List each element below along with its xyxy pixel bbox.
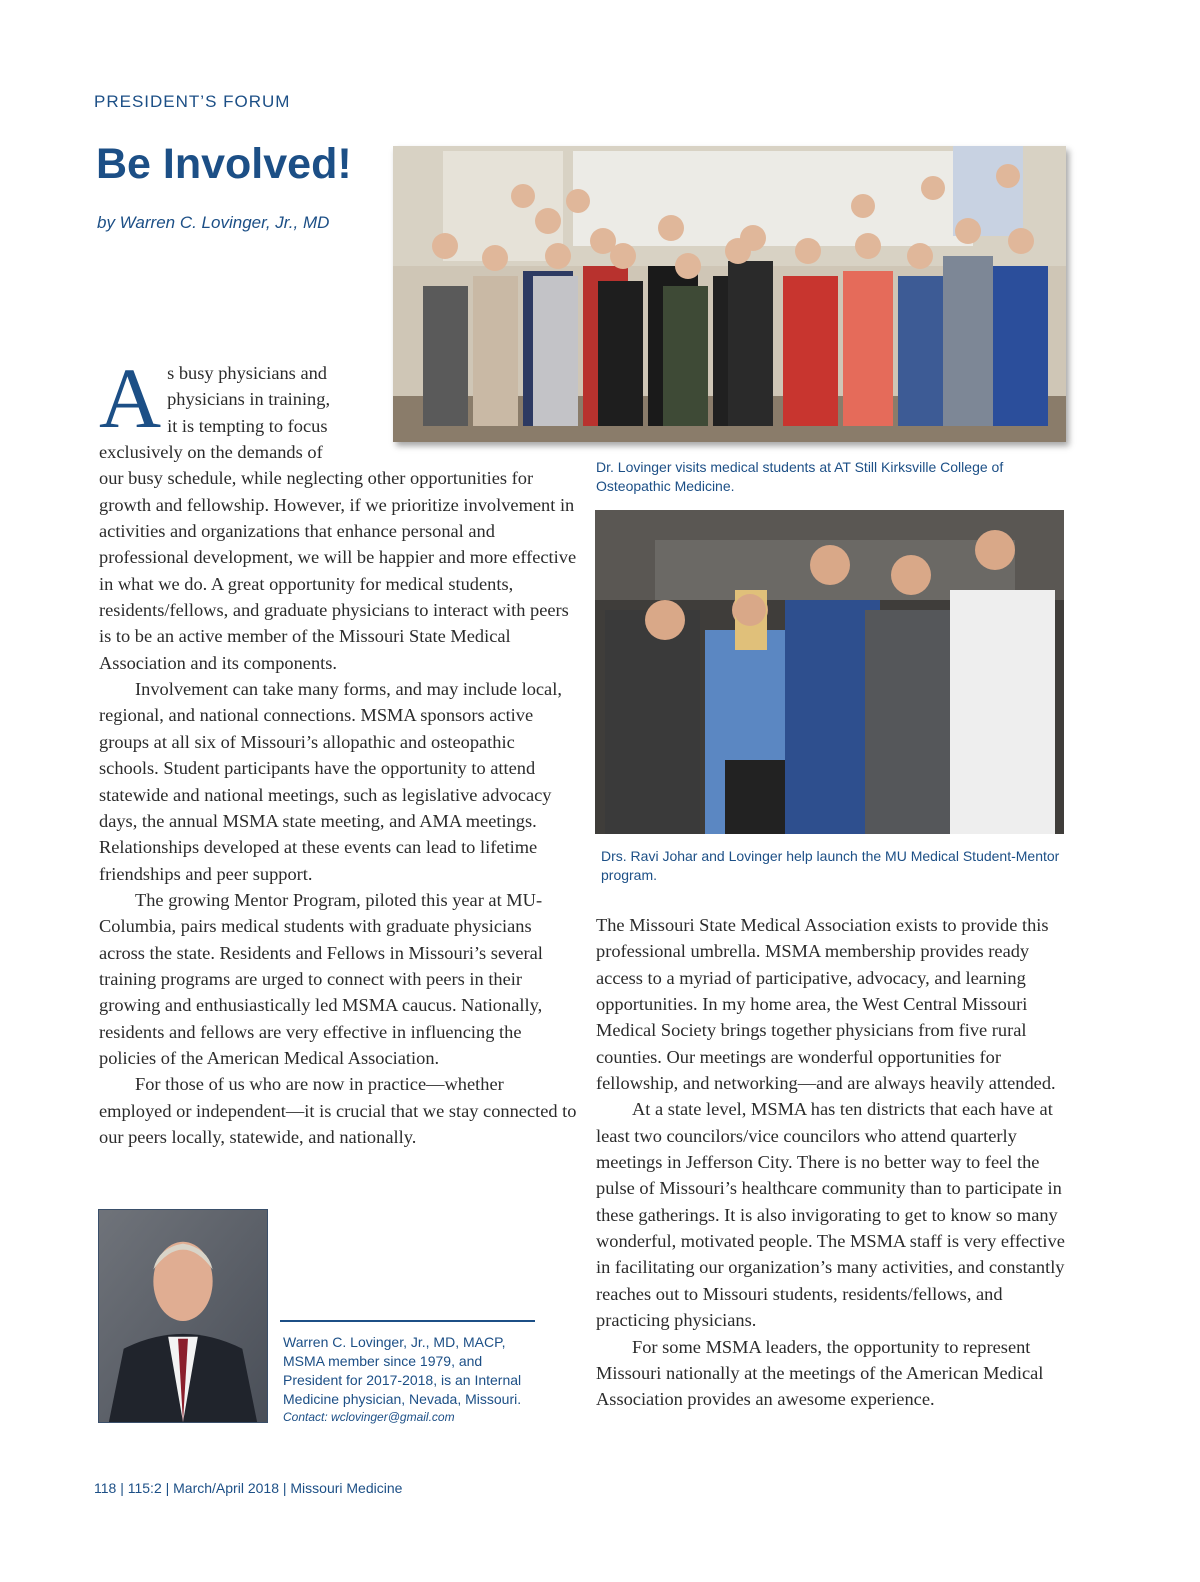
- author-bio-text: Warren C. Lovinger, Jr., MD, MACP, MSMA member since 1979, and President for 2017-2018, is an Internal Medicine physician, Nevada, Missouri.: [283, 1334, 522, 1407]
- drop-cap: A: [99, 350, 162, 446]
- mentor-photo-caption: Drs. Ravi Johar and Lovinger help launch the MU Medical Student-Mentor program.: [601, 848, 1060, 883]
- article-paragraph: As busy physicians and physicians in training, it is tempting to focus exclusively on the demands of our busy schedule, while neglecting other opportunities for growth and fellowship. However, if we prioritize involvement in activities and organizations that enhance personal and professional development, we will be happier and more effective in what we do. A great opportunity for medical students, residents/fellows, and graduate physicians to interact with peers is to be an active member of the Missouri State Medical Association and its components.: [99, 350, 577, 673]
- article-paragraph: Involvement can take many forms, and may include local, regional, and national connections. MSMA sponsors active groups at all six of Missouri’s allopathic and osteopathic schools. Student participants have the opportunity to attend statewide and national meetings, such as legislative advocacy days, the annual MSMA state meeting, and AMA meetings. Relationships developed at these events can lead to lifetime friendships and peer support.: [99, 679, 562, 884]
- group-photo-caption: Dr. Lovinger visits medical students at AT Still Kirksville College of Osteopathic Medicine.: [596, 459, 1004, 494]
- section-label: PRESIDENT’S FORUM: [94, 92, 291, 111]
- author-bio: [283, 1333, 543, 1426]
- mentor-program-photo: [595, 510, 1064, 834]
- article-column-1: [99, 350, 577, 1150]
- author-portrait: [98, 1209, 268, 1423]
- author-contact: Contact: wclovinger@gmail.com: [283, 1410, 455, 1424]
- article-paragraph: The growing Mentor Program, piloted this year at MU-Columbia, pairs medical students with graduate physicians across the state. Residents and Fellows in Missouri’s several training programs are urged to connect with peers in their growing and enthusiastically led MSMA caucus. Nationally, residents and fellows are very effective in influencing the policies of the American Medical Association.: [99, 889, 543, 1068]
- page-footer: 118 | 115:2 | March/April 2018 | Missouri Medicine: [94, 1480, 403, 1496]
- article-byline: by Warren C. Lovinger, Jr., MD: [97, 213, 330, 232]
- article-paragraph: For some MSMA leaders, the opportunity to represent Missouri nationally at the meetings of the American Medical Association provides an awesome experience.: [596, 1336, 1044, 1410]
- article-column-2: [596, 912, 1074, 1413]
- article-title: Be Involved!: [96, 140, 352, 188]
- article-paragraph: At a state level, MSMA has ten districts that each have at least two councilors/vice councilors who attend quarterly meetings in Jefferson City. There is no better way to feel the pulse of Missouri’s healthcare community than to participate in these gatherings. It is also invigorating to get to know so many wonderful, motivated people. The MSMA staff is very effective in facilitating our organization’s many activities, and constantly reaches out to Missouri students, residents/fellows, and practicing physicians.: [596, 1099, 1065, 1331]
- article-paragraph: For those of us who are now in practice—whether employed or independent—it is crucial that we stay connected to our peers locally, statewide, and nationally.: [99, 1074, 577, 1147]
- article-paragraph: The Missouri State Medical Association exists to provide this professional umbrella. MSMA membership provides ready access to a myriad of participative, advocacy, and learning opportunities. In my home area, the West Central Missouri Medical Society brings together physicians from five rural counties. Our meetings are wonderful opportunities for fellowship, and networking—and are always heavily attended.: [596, 915, 1056, 1094]
- bio-divider: [280, 1320, 535, 1322]
